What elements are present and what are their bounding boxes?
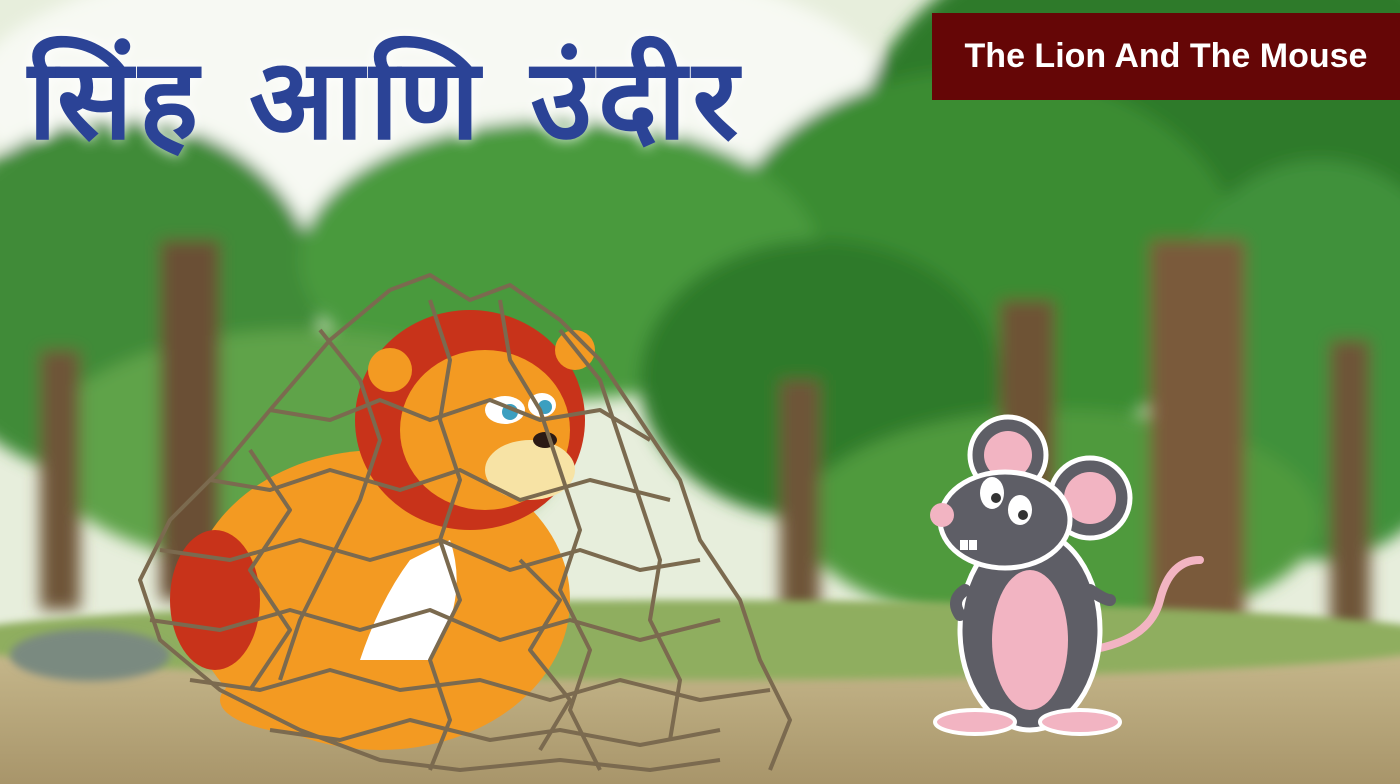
english-title-banner: The Lion And The Mouse <box>932 13 1400 100</box>
marathi-title: सिंह आणि उंदीर <box>28 35 745 165</box>
